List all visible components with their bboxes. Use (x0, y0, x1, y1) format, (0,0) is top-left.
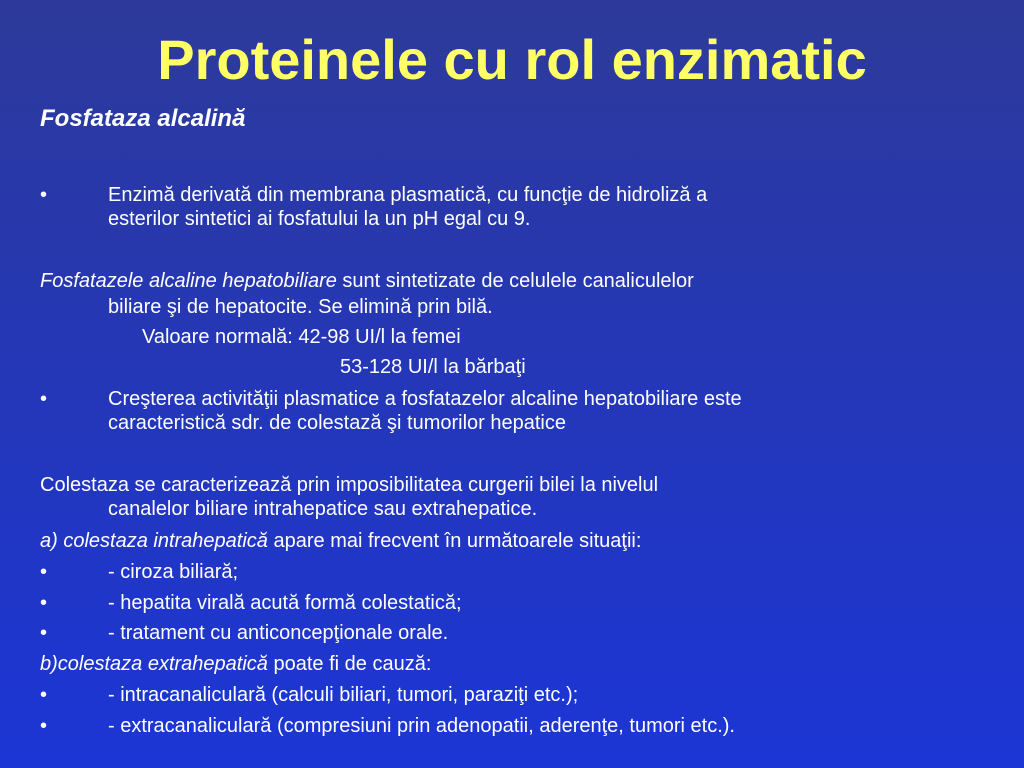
intrahepatic-heading (40, 530, 641, 553)
bullet-marker: • (40, 592, 48, 614)
intrahepatic-rest: apare mai frecvent în următoarele situaţii: (267, 530, 642, 552)
list-item: - extracanaliculară (compresiuni prin adenopatii, aderenţe, tumori etc.). (108, 715, 735, 737)
paragraph-1-rest: sunt sintetizate de celulele canaliculelor (336, 270, 694, 292)
bullet-1-line-1: Enzimă derivată din membrana plasmatică, cu funcţie de hidroliză a (108, 184, 708, 206)
list-item: - tratament cu anticoncepţionale orale. (108, 622, 449, 644)
bullet-marker: • (40, 184, 48, 206)
list-item: - hepatita virală acută formă colestatică; (108, 592, 462, 614)
slide-subtitle: Fosfataza alcalină (40, 105, 246, 132)
slide-title: Proteinele cu rol enzimatic (157, 28, 867, 91)
intrahepatic-italic: a) colestaza intrahepatică (40, 530, 268, 552)
list-item: - intracanaliculară (calculi biliari, tumori, paraziţi etc.); (108, 684, 579, 706)
paragraph-1-line-1 (40, 270, 694, 293)
bullet-2-line-1: Creşterea activităţii plasmatice a fosfatazelor alcaline hepatobiliare este (108, 388, 742, 410)
bullet-1-line-2: esterilor sintetici ai fosfatului la un pH egal cu 9. (108, 208, 531, 230)
bullet-marker: • (40, 684, 48, 706)
bullet-marker: • (40, 388, 48, 410)
bullet-2-line-2: caracteristică sdr. de colestază şi tumorilor hepatice (108, 412, 566, 434)
extrahepatic-heading (40, 653, 431, 676)
paragraph-2-line-2: canalelor biliare intrahepatice sau extrahepatice. (108, 498, 538, 520)
extrahepatic-rest: poate fi de cauză: (267, 653, 432, 675)
normal-value-men: 53-128 UI/l la bărbaţi (340, 356, 526, 378)
extrahepatic-italic: b)colestaza extrahepatică (40, 653, 268, 675)
paragraph-1-line-2: biliare şi de hepatocite. Se elimină prin bilă. (108, 296, 493, 318)
paragraph-2-line-1: Colestaza se caracterizează prin imposibilitatea curgerii bilei la nivelul (40, 474, 659, 496)
list-item: - ciroza biliară; (108, 561, 239, 583)
paragraph-1-italic: Fosfatazele alcaline hepatobiliare (40, 270, 337, 292)
normal-value-women: Valoare normală: 42-98 UI/l la femei (142, 326, 461, 348)
bullet-marker: • (40, 715, 48, 737)
bullet-marker: • (40, 622, 48, 644)
bullet-marker: • (40, 561, 48, 583)
